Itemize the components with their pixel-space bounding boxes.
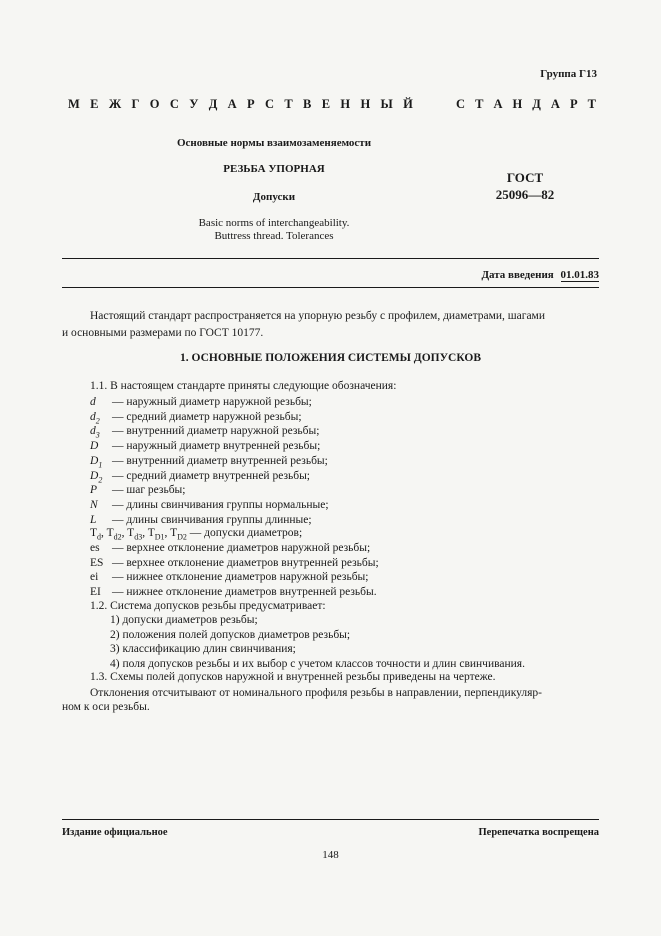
tolerance-symbol: $T_{d3}$ — [127, 527, 143, 542]
banner-letter: Н — [340, 97, 351, 111]
banner-letter: С — [456, 97, 466, 111]
symbol-desc: — длины свинчивания группы нормальные; — [112, 498, 329, 511]
banner-right — [456, 97, 596, 112]
symbol-row — [90, 470, 310, 484]
symbol-row — [90, 499, 329, 511]
standard-banner — [68, 97, 596, 112]
symbol-row — [90, 440, 320, 452]
symbol: d — [90, 396, 96, 408]
symbol: P — [90, 484, 98, 497]
para-1-4-line-2: ном к оси резьбы. — [62, 701, 150, 713]
tolerance-desc: — допуски диаметров; — [189, 527, 303, 539]
banner-letter: В — [303, 97, 312, 111]
deviation-row — [90, 571, 368, 583]
title-main: Основные нормы взаимозаменяемости — [176, 137, 372, 149]
banner-letter: Й — [403, 97, 413, 111]
deviation-row — [90, 586, 377, 598]
title-sub2: Допуски — [252, 191, 296, 203]
symbol: $D_2$ — [90, 469, 103, 484]
intro-line-2: и основными размерами по ГОСТ 10177. — [62, 327, 264, 339]
footer-edition: Издание официальное — [62, 827, 168, 838]
deviation-row — [90, 542, 370, 554]
para-1-4-line-1: Отклонения отсчитывают от номинального профиля резьбы в направлении, перпендикуляр- — [90, 687, 542, 699]
page-number: 148 — [322, 849, 339, 861]
symbol-row — [90, 411, 302, 425]
symbol: D — [90, 440, 99, 453]
symbol-desc: — наружный диаметр наружной резьбы; — [112, 396, 312, 408]
symbol-desc: — средний диаметр наружной резьбы; — [112, 410, 302, 423]
banner-letter: Т — [587, 97, 596, 111]
symbol-desc: — наружный диаметр внутренней резьбы; — [112, 440, 321, 453]
banner-letter: Д — [208, 97, 218, 111]
symbol-row — [90, 455, 328, 469]
symbol-row — [90, 484, 185, 496]
gost-number: 25096—82 — [495, 187, 555, 202]
banner-letter: С — [169, 97, 179, 111]
date-label: Дата введения — [481, 269, 554, 281]
symbol-desc: — внутренний диаметр внутренней резьбы; — [112, 454, 328, 467]
symbol-desc: — длины свинчивания группы длинные; — [112, 513, 312, 526]
symbol: $d_2$ — [90, 410, 100, 425]
symbol-row — [90, 514, 312, 526]
tolerance-symbol: $T_{d2}$ — [106, 527, 122, 542]
banner-letter: Д — [532, 97, 541, 111]
deviation-symbol: es — [90, 542, 100, 554]
symbol-desc: — средний диаметр внутренней резьбы; — [112, 469, 311, 482]
banner-letter: А — [493, 97, 503, 111]
gost-label: ГОСТ — [506, 170, 544, 185]
banner-letter: Г — [131, 97, 140, 111]
para-1-1: 1.1. В настоящем стандарте приняты следующие обозначения: — [90, 380, 397, 392]
deviation-symbol: EI — [90, 586, 101, 599]
title-en-1: Basic norms of interchangeability. — [198, 217, 350, 229]
deviation-desc: — нижнее отклонение диаметров наружной резьбы; — [112, 571, 369, 584]
banner-letter: Н — [512, 97, 523, 111]
deviation-desc: — верхнее отклонение диаметров внутренней резьбы; — [112, 556, 379, 569]
section-1-title: 1. ОСНОВНЫЕ ПОЛОЖЕНИЯ СИСТЕМЫ ДОПУСКОВ — [179, 352, 482, 364]
list-item: 3) классификацию длин свинчивания; — [110, 643, 296, 655]
banner-letter: Р — [569, 97, 578, 111]
list-item: 1) допуски диаметров резьбы; — [110, 614, 258, 626]
symbol: N — [90, 498, 98, 511]
tolerance-line: $T_d$, $T_{d2}$, $T_{d3}$, $T_{D1}$, $T_{D2}$ — допуски диаметров; — [90, 527, 303, 542]
list-item: 4) поля допусков резьбы и их выбор с учетом классов точности и длин свинчивания. — [110, 657, 525, 670]
banner-letter: Р — [247, 97, 255, 111]
banner-letter: Е — [90, 97, 99, 111]
tolerance-symbol: $T_d$ — [90, 527, 102, 542]
title-sub: РЕЗЬБА УПОРНАЯ — [223, 163, 325, 175]
banner-letter: Ж — [108, 97, 122, 111]
group-code: Группа Г13 — [540, 68, 597, 80]
tolerance-symbol: $T_{D2}$ — [170, 527, 187, 542]
title-en-2: Buttress thread. Tolerances — [214, 230, 334, 242]
deviation-desc: — верхнее отклонение диаметров наружной резьбы; — [112, 542, 371, 554]
para-1-3: 1.3. Схемы полей допусков наружной и внутренней резьбы приведены на чертеже. — [90, 671, 496, 683]
symbol: $D_1$ — [90, 454, 103, 470]
symbol-row — [90, 396, 312, 408]
date-rule — [62, 287, 599, 288]
list-item: 2) положения полей допусков диаметров резьбы; — [110, 628, 351, 641]
date-value: 01.01.83 — [560, 269, 599, 281]
banner-left — [68, 97, 413, 112]
deviation-row — [90, 557, 379, 569]
para-1-2: 1.2. Система допусков резьбы предусматривает: — [90, 600, 326, 612]
deviation-symbol: ES — [90, 556, 104, 569]
footer-rule — [62, 819, 599, 820]
banner-letter: Т — [284, 97, 293, 111]
footer-reprint: Перепечатка воспрещена — [478, 827, 599, 838]
deviation-symbol: ei — [90, 571, 99, 584]
banner-letter: Н — [360, 97, 371, 111]
header-rule — [62, 258, 599, 259]
banner-letter: Т — [475, 97, 484, 111]
symbol-desc: — внутренний диаметр наружной резьбы; — [112, 425, 320, 438]
symbol: $d_3$ — [90, 425, 100, 440]
banner-letter: У — [189, 97, 199, 111]
banner-letter: Ы — [380, 97, 393, 111]
banner-letter: А — [227, 97, 237, 111]
banner-letter: М — [68, 97, 80, 111]
banner-letter: С — [265, 97, 275, 111]
deviation-desc: — нижнее отклонение диаметров внутренней резьбы. — [112, 586, 377, 599]
symbol-row — [90, 425, 319, 439]
banner-letter: Е — [321, 97, 331, 111]
tolerance-symbol: $T_{D1}$ — [147, 527, 165, 542]
intro-line-1: Настоящий стандарт распространяется на упорную резьбу с профилем, диаметрами, шагами — [90, 310, 545, 322]
banner-letter: А — [550, 97, 560, 111]
symbol-desc: — шаг резьбы; — [112, 484, 186, 497]
symbol: L — [90, 513, 97, 526]
effective-date — [481, 269, 599, 281]
banner-letter: О — [149, 97, 160, 111]
